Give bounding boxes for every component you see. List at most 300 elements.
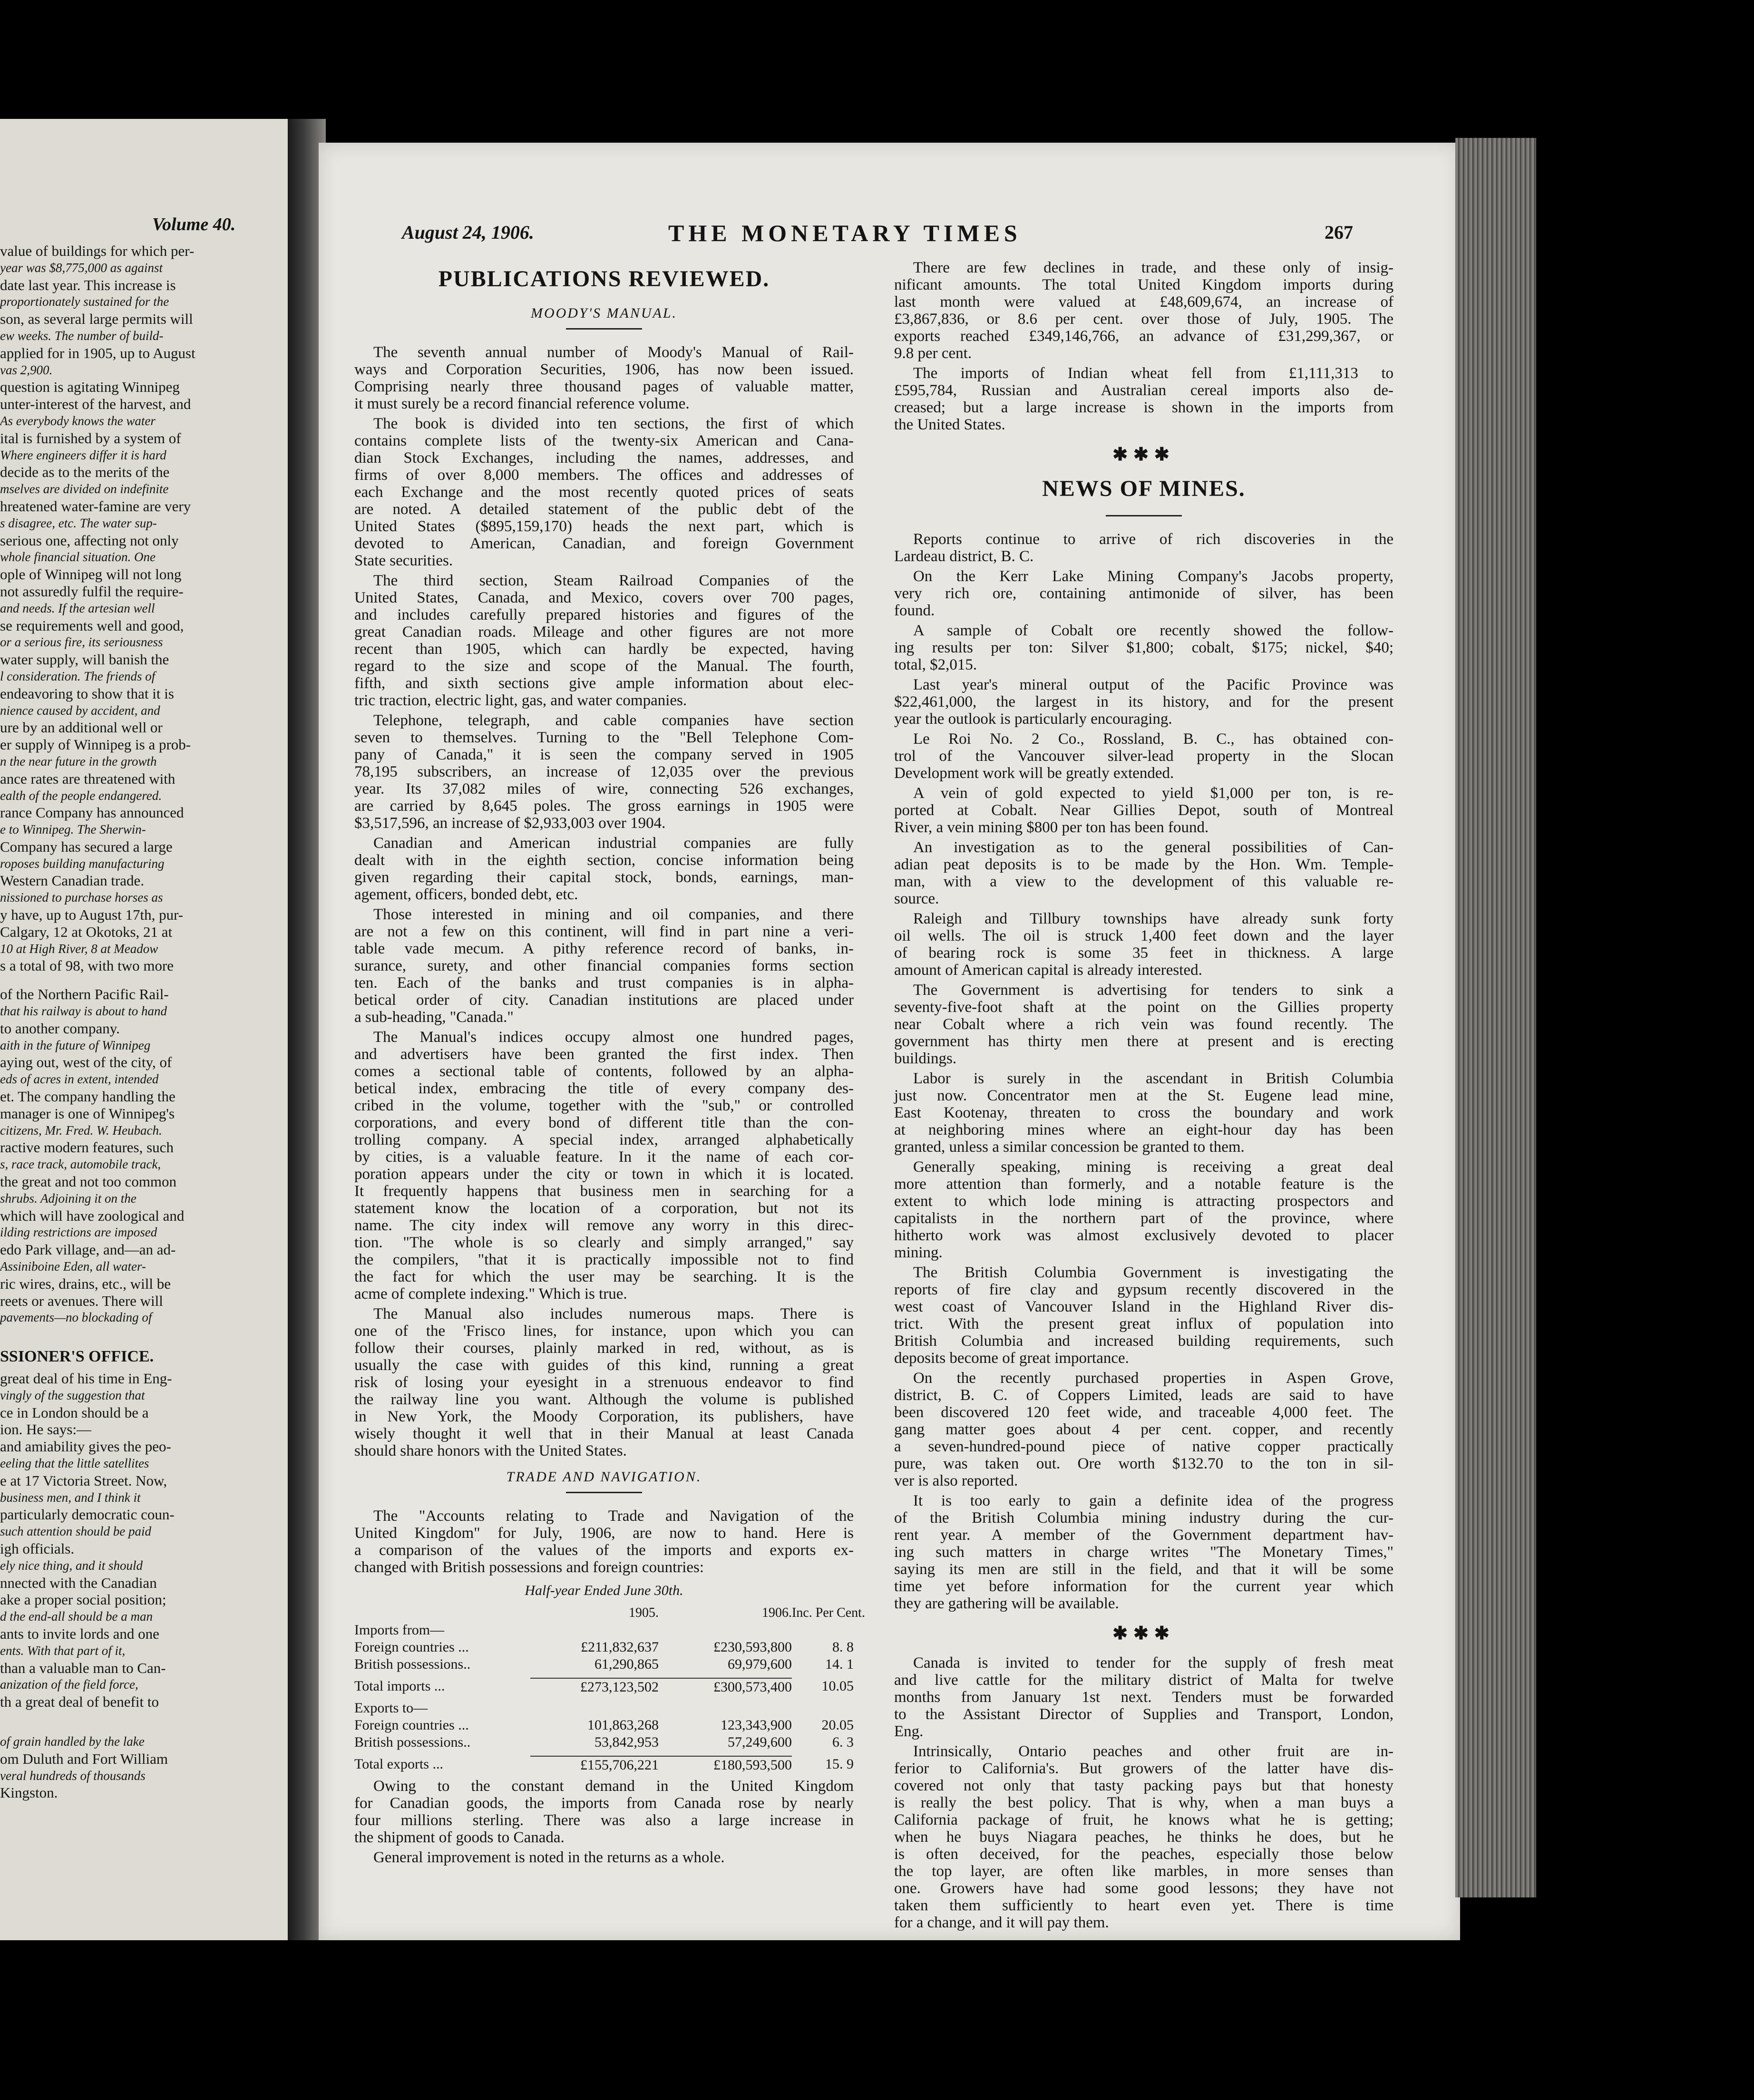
text-line: ital is furnished by a system of <box>0 429 181 447</box>
text-line: when he buys Niagara peaches, he thinks he does, but he <box>894 1828 1393 1846</box>
text-line: ilding restrictions are imposed <box>0 1225 157 1240</box>
text-line: shrubs. Adjoining it on the <box>0 1191 136 1206</box>
text-line: Intrinsically, Ontario peaches and other fruit are in- <box>913 1743 1393 1760</box>
text-line: west coast of Vancouver Island in the Highland River dis- <box>894 1298 1393 1315</box>
text-line: 78,195 subscribers, an increase of 12,035 over the previous <box>354 763 854 780</box>
table-cell: £155,706,221 <box>530 1756 659 1773</box>
text-line: in New York, the Moody Corporation, its publishers, have <box>354 1408 854 1425</box>
text-line: adian peat deposits is to be made by the Hon. Wm. Temple- <box>894 856 1393 873</box>
paragraph <box>354 906 854 1026</box>
text-line: gang matter goes about 4 per cent. copper, and recently <box>894 1421 1393 1438</box>
paragraph <box>894 1264 1393 1367</box>
text-line: ion. He says:— <box>0 1421 92 1438</box>
text-line: contains complete lists of the twenty-six American and Cana- <box>354 432 854 449</box>
text-line: $3,517,596, an increase of $2,933,003 over 1904. <box>354 815 666 832</box>
text-line: risk of losing your eyesight in a strenuous endeavor to find <box>354 1374 854 1391</box>
paragraph <box>354 712 854 832</box>
text-line: and includes carefully prepared histories and figures of the <box>354 606 854 623</box>
text-line: surance, surety, and other financial companies forms section <box>354 957 854 974</box>
text-line: should share honors with the United States. <box>354 1442 627 1459</box>
text-line: a sub-heading, "Canada." <box>354 1009 514 1026</box>
table-row <box>354 1622 854 1639</box>
trade-table-body <box>354 1622 854 1773</box>
text-line: mselves are divided on indefinite <box>0 482 169 496</box>
paragraph <box>354 1849 854 1866</box>
text-line: nnected with the Canadian <box>0 1574 157 1591</box>
text-line: usually the case with guides of this kind, running a great <box>354 1357 854 1374</box>
text-line: Reports continue to arrive of rich discoveries in the <box>913 531 1393 548</box>
text-line: dealt with in the eighth section, concise information being <box>354 852 854 869</box>
table-row <box>354 1656 854 1673</box>
text-line: reports of fire clay and gypsum recently discovered in the <box>894 1281 1393 1298</box>
text-line: unter-interest of the harvest, and <box>0 396 191 413</box>
paragraph <box>894 568 1393 619</box>
text-line: deposits become of great importance. <box>894 1350 1129 1367</box>
text-line: Le Roi No. 2 Co., Rossland, B. C., has obtained con- <box>913 730 1393 748</box>
trade-table-caption: Half-year Ended June 30th. <box>525 1583 683 1598</box>
text-line: wisely thought it well that in their Manual at least Canada <box>354 1425 854 1442</box>
column-publications <box>354 259 865 1869</box>
text-line: The Government is advertising for tenders to sink a <box>913 982 1393 999</box>
text-line: total, $2,015. <box>894 656 977 673</box>
table-cell: 69,979,600 <box>728 1656 792 1672</box>
paragraph <box>894 839 1393 907</box>
text-line <box>0 974 285 986</box>
text-line: e to Winnipeg. The Sherwin- <box>0 822 146 837</box>
table-cell: Total imports ... <box>354 1678 445 1694</box>
text-line: s a total of 98, with two more <box>0 957 174 974</box>
column-mines <box>894 259 1393 1934</box>
trade-article-continued <box>894 259 1393 433</box>
text-line: extent to which lode mining is attracting prospectors and <box>894 1193 1393 1210</box>
text-line: n the near future in the growth <box>0 754 157 768</box>
text-line: poration appears under the city or town in which it is located. <box>354 1166 854 1183</box>
paragraph <box>894 982 1393 1067</box>
text-line: hitherto work was almost exclusively devoted to placer <box>894 1227 1393 1244</box>
text-line: one. Growers have had some good lessons; they have not <box>894 1880 1393 1897</box>
text-line: and live cattle for the military district of Malta for twelve <box>894 1672 1393 1689</box>
text-line: which will have zoological and <box>0 1207 185 1224</box>
column-header <box>354 1604 530 1622</box>
table-cell: 6. 3 <box>832 1734 854 1750</box>
text-line: ing such matters in charge writes "The Monetary Times," <box>894 1544 1393 1561</box>
text-line: Calgary, 12 at Okotoks, 21 at <box>0 923 173 940</box>
trade-article-closing <box>354 1778 854 1866</box>
text-line: firms of over 8,000 members. The offices and addresses of <box>354 467 854 484</box>
text-line: On the recently purchased properties in Aspen Grove, <box>913 1370 1393 1387</box>
text-line: for Canadian goods, the imports from Canada rose by nearly <box>354 1795 854 1812</box>
text-line: business men, and I think it <box>0 1490 141 1505</box>
table-cell: British possessions.. <box>354 1734 471 1750</box>
text-line: anization of the field force, <box>0 1677 138 1692</box>
paragraph <box>354 1778 854 1846</box>
table-cell: Imports from— <box>354 1622 445 1638</box>
text-line: As everybody knows the water <box>0 413 156 428</box>
paragraph <box>894 730 1393 782</box>
section-divider-stars: ✱✱✱ <box>1112 445 1175 465</box>
text-line: particularly democratic coun- <box>0 1506 175 1523</box>
page-number: 267 <box>1325 222 1353 243</box>
section-title-mines: NEWS OF MINES. <box>1042 476 1246 501</box>
text-line: year the outlook is particularly encouraging. <box>894 710 1172 728</box>
text-line: United States, Canada, and Mexico, covers over 700 pages, <box>354 589 854 606</box>
text-line: it must surely be a record financial reference volume. <box>354 395 690 412</box>
text-line: date last year. This increase is <box>0 276 176 293</box>
text-line: Where engineers differ it is hard <box>0 447 166 462</box>
table-cell: 10.05 <box>821 1678 854 1694</box>
text-line: The book is divided into ten sections, the first of which <box>373 415 854 432</box>
text-line: applied for in 1905, up to August <box>0 344 195 361</box>
text-line: one of the 'Frisco lines, for instance, upon which you can <box>354 1322 854 1340</box>
text-line: tion. "The whole is so clearly and simply arranged," say <box>354 1234 854 1251</box>
table-cell: 8. 8 <box>832 1639 854 1655</box>
text-line: not assuredly fulfil the require- <box>0 583 184 600</box>
text-line: found. <box>894 602 935 619</box>
text-line: changed with British possessions and foreign countries: <box>354 1559 704 1576</box>
text-line: y have, up to August 17th, pur- <box>0 906 184 924</box>
heading-trade-navigation: TRADE AND NAVIGATION. <box>506 1469 702 1485</box>
text-line: a seven-hundred-pound piece of native copper practically <box>894 1438 1393 1455</box>
table-cell <box>659 1622 792 1639</box>
paragraph <box>354 344 854 412</box>
text-line: The British Columbia Government is investigating the <box>913 1264 1393 1281</box>
text-line: granted, unless a similar concession be granted to them. <box>894 1138 1245 1156</box>
text-line: very rich ore, containing antimonide of silver, has been <box>894 585 1393 602</box>
text-line: veral hundreds of thousands <box>0 1768 146 1783</box>
text-line: great Canadian roads. Mileage and other figures are not more <box>354 623 854 641</box>
paragraph <box>894 785 1393 836</box>
text-line: Telephone, telegraph, and cable companies have section <box>373 712 854 729</box>
column-header: 1906. <box>762 1605 792 1620</box>
text-line: covered not only that tasty packing pays but that honesty <box>894 1777 1393 1794</box>
text-line: cribed in the volume, together with the "sub," or controlled <box>354 1097 854 1114</box>
left-page-heading: SSIONER'S OFFICE. <box>0 1348 154 1365</box>
table-cell <box>530 1700 659 1717</box>
text-line: ance rates are threatened with <box>0 770 175 787</box>
text-line: ew weeks. The number of build- <box>0 328 164 343</box>
heading-rule <box>566 328 642 330</box>
text-line: United Kingdom" for July, 1906, are now to hand. Here is <box>354 1525 854 1542</box>
paragraph <box>354 572 854 709</box>
table-row <box>354 1678 854 1695</box>
text-line: East Kootenay, threaten to cross the boundary and work <box>894 1104 1393 1121</box>
text-line: ople of Winnipeg will not long <box>0 566 182 583</box>
table-row <box>354 1700 854 1717</box>
paragraph <box>354 1305 854 1459</box>
left-page-volume: Volume 40. <box>152 214 236 234</box>
text-line: A sample of Cobalt ore recently showed the follow- <box>913 622 1393 639</box>
table-cell: £300,573,400 <box>659 1678 792 1695</box>
text-line: saying its men are still in the field, and that it will be some <box>894 1561 1393 1578</box>
text-line: been discovered 120 feet wide, and traceable 4,000 feet. The <box>894 1404 1393 1421</box>
column-header: Inc. Per Cent. <box>792 1605 865 1620</box>
text-line: of bearing rock is some 35 feet in thickness. A large <box>894 944 1393 962</box>
section-divider-stars: ✱✱✱ <box>1112 1624 1175 1643</box>
text-line: comes a sectional table of contents, followed by an alpha- <box>354 1063 854 1080</box>
text-line: Canadian and American industrial companies are fully <box>373 835 854 852</box>
paragraph <box>354 1507 854 1576</box>
text-line: Raleigh and Tillbury townships have already sunk forty <box>913 910 1393 927</box>
left-page <box>0 119 291 1940</box>
table-row <box>354 1639 854 1656</box>
text-line: just now. Concentrator men at the St. Eugene lead mine, <box>894 1087 1393 1104</box>
text-line: Western Canadian trade. <box>0 872 145 889</box>
text-line: taken them sufficiently to heart even yet. There is time <box>894 1897 1393 1914</box>
text-line: fifth, and sixth sections give ample information about elec- <box>354 675 854 692</box>
text-line: corporations, and every bond of different title than the con- <box>354 1114 854 1131</box>
text-line: Development work will be greatly extended. <box>894 765 1174 782</box>
text-line: roposes building manufacturing <box>0 856 165 871</box>
text-line: l consideration. The friends of <box>0 669 156 683</box>
text-line: ealth of the people endangered. <box>0 788 162 803</box>
text-line: district, B. C. of Coppers Limited, leads are said to have <box>894 1387 1393 1404</box>
text-line: buildings. <box>894 1050 957 1067</box>
text-line: of the British Columbia mining industry during the cur- <box>894 1509 1393 1526</box>
text-line: Assiniboine Eden, all water- <box>0 1259 146 1274</box>
text-line: Lardeau district, B. C. <box>894 548 1034 565</box>
text-line: decide as to the merits of the <box>0 464 170 481</box>
paragraph <box>894 1070 1393 1156</box>
text-line: is really the best policy. That is why, when a man buys a <box>894 1794 1393 1811</box>
text-line: A vein of gold expected to yield $1,000 per ton, is re- <box>913 785 1393 802</box>
page-header <box>402 221 1353 250</box>
text-line: the great and not too common <box>0 1173 177 1190</box>
text-line: is often deceived, for the peaches, especially those below <box>894 1846 1393 1863</box>
paragraph <box>894 1370 1393 1489</box>
text-line: ely nice thing, and it should <box>0 1558 143 1573</box>
text-line: River, a vein mining $800 per ton has been found. <box>894 819 1209 836</box>
text-line: An investigation as to the general possibilities of Can- <box>913 839 1393 856</box>
page-edges <box>1455 138 1536 1897</box>
text-line: tric traction, electric light, gas, and water companies. <box>354 692 687 709</box>
text-line: by cities, is a valuable feature. In it the name of each cor- <box>354 1148 854 1166</box>
text-line: betical order of city. Canadian institutions are placed under <box>354 992 854 1009</box>
text-line: om Duluth and Fort William <box>0 1750 168 1767</box>
text-line: of grain handled by the lake <box>0 1734 145 1749</box>
table-cell: Foreign countries ... <box>354 1639 469 1655</box>
text-line: It frequently happens that business men in searching for a <box>354 1183 854 1200</box>
text-line: serious one, affecting not only <box>0 532 179 549</box>
text-line: Last year's mineral output of the Pacific Province was <box>913 676 1393 693</box>
heading-rule <box>1106 515 1182 516</box>
text-line: British Columbia and increased building requirements, such <box>894 1332 1393 1350</box>
table-cell: 123,343,900 <box>721 1717 792 1733</box>
miscellaneous-notes <box>894 1654 1393 1931</box>
paragraph <box>894 531 1393 565</box>
text-line: the railway line you want. Although the volume is published <box>354 1391 854 1408</box>
text-line: ten. Each of the banks and trust companies is in alpha- <box>354 974 854 992</box>
text-line: exports reached £349,146,766, an advance of £31,299,367, or <box>894 328 1393 345</box>
text-line: £595,784, Russian and Australian cereal imports also de- <box>894 382 1393 399</box>
text-line: value of buildings for which per- <box>0 243 195 259</box>
text-line: mining. <box>894 1244 943 1261</box>
text-line: Company has secured a large <box>0 838 173 855</box>
paragraph <box>894 622 1393 673</box>
table-cell: 57,249,600 <box>728 1734 792 1750</box>
text-line: aith in the future of Winnipeg <box>0 1038 151 1052</box>
text-line: ported at Cobalt. Near Gillies Depot, south of Montreal <box>894 802 1393 819</box>
paragraph <box>354 415 854 569</box>
text-line: ractive modern features, such <box>0 1139 174 1156</box>
text-line: name. The city index will remove any worry in this direc- <box>354 1217 854 1234</box>
text-line: the United States. <box>894 416 1005 433</box>
table-cell: £230,593,800 <box>713 1639 792 1655</box>
text-line: The third section, Steam Railroad Companies of the <box>373 572 854 589</box>
left-page-text <box>0 243 285 1801</box>
text-line: ants to invite lords and one <box>0 1625 159 1642</box>
text-line: reets or avenues. There will <box>0 1292 163 1309</box>
text-line: The imports of Indian wheat fell from £1,111,313 to <box>913 365 1393 382</box>
text-line: trolling company. A special index, arranged alphabetically <box>354 1131 854 1148</box>
text-line: statement know the location of a corporation, but not its <box>354 1200 854 1217</box>
text-line: et. The company handling the <box>0 1088 175 1105</box>
text-line: water supply, will banish the <box>0 651 169 668</box>
paragraph <box>354 1029 854 1303</box>
text-line: rance Company has announced <box>0 804 184 821</box>
text-line: ents. With that part of it, <box>0 1643 126 1658</box>
text-line: Labor is surely in the ascendant in British Columbia <box>913 1070 1393 1087</box>
text-line: question is agitating Winnipeg <box>0 379 180 396</box>
masthead: THE MONETARY TIMES <box>668 220 1022 246</box>
text-line: aying out, west of the city, of <box>0 1054 172 1071</box>
text-line: citizens, Mr. Fred. W. Heubach. <box>0 1123 162 1138</box>
heading-rule <box>566 1492 642 1493</box>
paragraph <box>894 1158 1393 1261</box>
text-line: State securities. <box>354 552 453 569</box>
text-line: proportionately sustained for the <box>0 294 169 309</box>
text-line: The "Accounts relating to Trade and Navigation of the <box>373 1507 854 1525</box>
text-line: General improvement is noted in the returns as a whole. <box>373 1849 725 1866</box>
text-line: son, as several large permits will <box>0 311 193 328</box>
text-line: and amiability gives the peo- <box>0 1438 171 1455</box>
text-line: seventy-five-foot shaft at the point on the Gillies property <box>894 999 1393 1016</box>
paragraph <box>894 259 1393 362</box>
text-line: whole financial situation. One <box>0 550 156 564</box>
text-line: government has thirty men there at present and is erecting <box>894 1033 1393 1050</box>
text-line: th a great deal of benefit to <box>0 1693 159 1711</box>
text-line: ways and Corporation Securities, 1906, has now been issued. <box>354 361 854 378</box>
text-line: year was $8,775,000 as against <box>0 260 163 275</box>
text-line: the top layer, are often like marbles, in more senses than <box>894 1863 1393 1880</box>
text-line: four millions sterling. There was also a large increase in <box>354 1812 854 1829</box>
text-line: are carried by 8,645 poles. The gross earnings in 1905 were <box>354 797 854 815</box>
heading-moodys-manual: MOODY'S MANUAL. <box>530 305 678 321</box>
table-cell <box>792 1700 854 1717</box>
text-line <box>0 1326 285 1338</box>
trade-table <box>354 1583 865 1773</box>
text-line: to another company. <box>0 1020 120 1037</box>
text-line: eds of acres in extent, intended <box>0 1072 159 1087</box>
text-line: or a serious fire, its seriousness <box>0 635 163 650</box>
table-row <box>354 1717 854 1734</box>
text-line: last month were valued at £48,609,674, an increase of <box>894 293 1393 311</box>
text-line: s, race track, automobile track, <box>0 1157 161 1172</box>
text-line: 10 at High River, 8 at Meadow <box>0 941 158 956</box>
text-line: Generally speaking, mining is receiving a great deal <box>913 1158 1393 1176</box>
text-line: to the Assistant Director of Supplies and Transport, London, <box>894 1706 1393 1723</box>
table-cell: 101,863,268 <box>587 1717 659 1733</box>
text-line: for a change, and it will pay them. <box>894 1914 1109 1931</box>
text-line: The Manual also includes numerous maps. There is <box>373 1305 854 1322</box>
text-line: at neighboring mines where an eight-hour day has been <box>894 1121 1393 1138</box>
text-line: and advertisers have been granted the first index. Then <box>354 1046 854 1063</box>
text-line: vas 2,900. <box>0 362 53 377</box>
text-line: oil wells. The oil is struck 1,400 feet down and the layer <box>894 927 1393 944</box>
text-line: dian Stock Exchanges, including the names, addresses, and <box>354 449 854 467</box>
paragraph <box>354 835 854 903</box>
text-line: nissioned to purchase horses as <box>0 890 163 905</box>
text-line: trict. With the present great influx of population into <box>894 1315 1393 1332</box>
mines-article <box>894 531 1393 1612</box>
film-border <box>1507 0 1754 2100</box>
table-cell: 20.05 <box>821 1717 854 1733</box>
text-line: and needs. If the artesian well <box>0 601 155 615</box>
text-line: time yet before information for the current year which <box>894 1578 1393 1595</box>
text-line: agement, officers, bonded debt, etc. <box>354 886 578 903</box>
text-line: table vade mecum. A pithy reference record of banks, in- <box>354 940 854 957</box>
text-line: such attention should be paid <box>0 1524 151 1539</box>
text-line: e at 17 Victoria Street. Now, <box>0 1472 167 1489</box>
text-line <box>0 1711 285 1722</box>
text-line: follow their courses, plainly marked in red, without, as is <box>354 1340 854 1357</box>
text-line: Canada is invited to tender for the supply of fresh meat <box>913 1654 1393 1672</box>
table-cell: £273,123,502 <box>530 1678 659 1695</box>
text-line: acme of complete indexing." Which is true. <box>354 1285 627 1303</box>
table-cell: Foreign countries ... <box>354 1717 469 1733</box>
text-line: nience caused by accident, and <box>0 703 160 718</box>
text-line: creased; but a large increase is shown in the imports from <box>894 399 1393 416</box>
text-line: year. Its 37,082 miles of wire, connecting 526 exchanges, <box>354 780 854 797</box>
text-line: man, with a view to the development of this valuable re- <box>894 873 1393 890</box>
text-line: are noted. A detailed statement of the public debt of the <box>354 501 854 518</box>
text-line: eeling that the little satellites <box>0 1456 149 1470</box>
text-line: Eng. <box>894 1723 924 1740</box>
text-line: se requirements well and good, <box>0 617 184 634</box>
table-cell: Exports to— <box>354 1700 428 1716</box>
table-row <box>354 1756 854 1773</box>
column-header: 1905. <box>629 1605 659 1620</box>
text-line <box>0 1722 285 1733</box>
text-line: source. <box>894 890 939 907</box>
text-line: There are few declines in trade, and these only of insig- <box>913 259 1393 276</box>
text-line: given regarding their capital stock, bonds, earnings, man- <box>354 869 854 886</box>
paragraph <box>894 1743 1393 1931</box>
table-cell: 53,842,953 <box>594 1734 659 1750</box>
text-line: pany of Canada," it is seen the company served in 1905 <box>354 746 854 763</box>
text-line: edo Park village, and—an ad- <box>0 1241 176 1258</box>
text-line: It is too early to gain a definite idea of the progress <box>913 1492 1393 1509</box>
text-line: rent year. A member of the Government department hav- <box>894 1526 1393 1544</box>
text-line: recent than 1905, which can hardly be expected, having <box>354 641 854 658</box>
text-line: great deal of his time in Eng- <box>0 1370 172 1387</box>
text-line: hreatened water-famine are very <box>0 497 191 515</box>
text-line: the fact for which the user may be searching. It is the <box>354 1268 854 1285</box>
text-line: the shipment of goods to Canada. <box>354 1829 565 1846</box>
text-line: pure, was taken out. Ore worth $132.70 to the ton in sil- <box>894 1455 1393 1472</box>
text-line: manager is one of Winnipeg's <box>0 1105 175 1122</box>
text-line: each Exchange and the most recently quoted prices of seats <box>354 484 854 501</box>
text-line: er supply of Winnipeg is a prob- <box>0 736 191 753</box>
text-line: of the Northern Pacific Rail- <box>0 986 169 1003</box>
text-line: Kingston. <box>0 1784 58 1801</box>
table-cell <box>792 1622 854 1639</box>
text-line: ce in London should be a <box>0 1404 149 1421</box>
text-line: trol of the Vancouver silver-lead property in the Slocan <box>894 748 1393 765</box>
text-line: amount of American capital is already interested. <box>894 962 1202 979</box>
table-cell <box>530 1622 659 1639</box>
text-line: ing results per ton: Silver $1,800; cobalt, $175; nickel, $40; <box>894 639 1393 656</box>
text-line: vingly of the suggestion that <box>0 1388 145 1402</box>
